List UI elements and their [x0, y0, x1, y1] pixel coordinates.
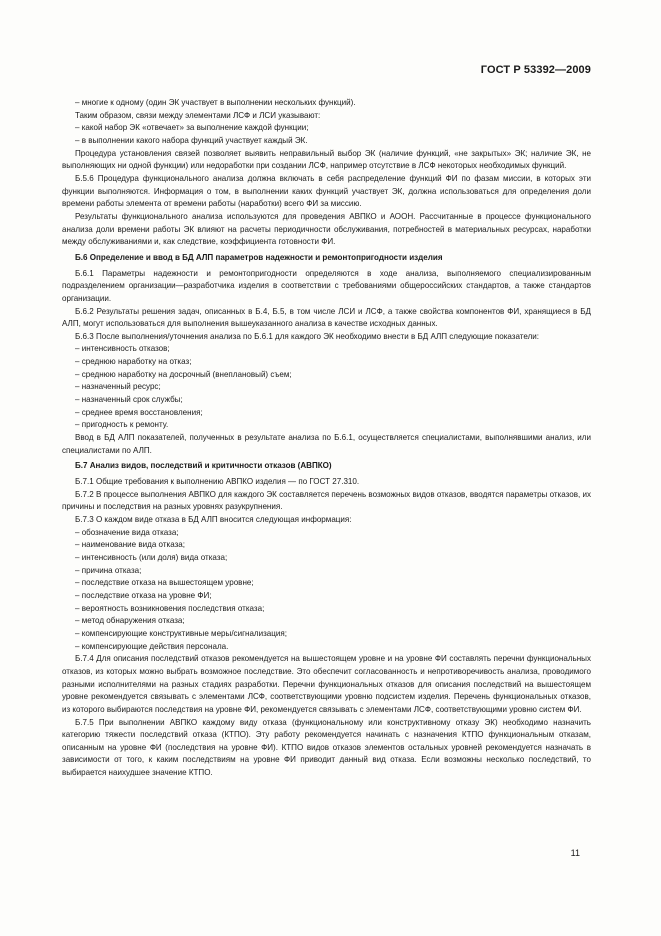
paragraph: Б.7.3 О каждом виде отказа в БД АЛП вносится следующая информация:	[75, 515, 352, 524]
list-item: – вероятность возникновения последствия отказа;	[75, 603, 265, 613]
paragraph: Б.7.2 В процессе выполнения АВПКО для каждого ЭК составляется перечень возможных видов отказов, вводятся параметры отказов, их причины и последствия на разных уровнях разукрупнения.	[62, 489, 591, 512]
list-item: – последствие отказа на уровне ФИ;	[75, 590, 212, 600]
list-item: – какой набор ЭК «отвечает» за выполнение каждой функции;	[75, 123, 309, 133]
list-item: – интенсивность отказов;	[75, 344, 170, 354]
list-item: – многие к одному (один ЭК участвует в выполнении нескольких функций).	[75, 98, 356, 107]
paragraph: Б.7.4 Для описания последствий отказов рекомендуется на вышестоящем уровне и на уровне ФИ составлять перечни функциональных отказов, из которых можно выбрать возможное последствие. Это обеспечит согласованность и непротиворечивость анализа, проводимого разными исполнителями на разных стадиях разработки. Перечни функциональных отказов для описания последствий на вышестоящем уровне рекомендуется связывать с элементами ЛСФ, соответствующими уровню подсистем изделия. Перечень функциональных отказов, из которого выбираются последствия на уровне ФИ, рекомендуется связывать с элементами ЛСФ, соответствующими уровню систем ФИ.	[62, 654, 591, 714]
paragraph: Результаты функционального анализа используются для проведения АВПКО и АООН. Рассчитанные в процессе функционального анализа доли времени работы ЭК влияют на расчеты периодичности обслуживания, потребностей в материальных ресурсах, наработки между обслуживаниями и, как следствие, коэффициента готовности ФИ.	[62, 211, 591, 247]
document-body	[62, 97, 591, 780]
list-item: – среднее время восстановления;	[75, 407, 203, 417]
section-heading: Б.7 Анализ видов, последствий и критичности отказов (АВПКО)	[75, 461, 332, 471]
paragraph: Б.6.3 После выполнения/уточнения анализа по Б.6.1 для каждого ЭК необходимо внести в БД АЛП следующие показатели:	[75, 331, 540, 341]
list-item: – назначенный срок службы;	[75, 395, 183, 405]
section-heading: Б.6 Определение и ввод в БД АЛП параметров надежности и ремонтопригодности изделия	[75, 252, 443, 262]
list-item: – компенсирующие конструктивные меры/сигнализация;	[75, 628, 287, 638]
list-item: – в выполнении какого набора функций участвует каждый ЭК.	[75, 135, 308, 145]
list-item: – наименование вида отказа;	[75, 540, 186, 550]
document-header: ГОСТ Р 53392—2009	[480, 64, 591, 76]
paragraph: Б.7.5 При выполнении АВПКО каждому виду отказа (функциональному или конструктивному отказу ЭК) необходимо назначить категорию тяжести последствий отказа (КТПО). Эту работу рекомендуется начинать с назначения КТПО функциональным отказам, описанным на уровне ФИ (последствия на уровне ФИ). КТПО видов отказов элементов остальных уровней рекомендуется назначать в зависимости от того, к каким последствиям на уровне ФИ приводит данный вид отказа. Если возможны несколько последствий, то выбирается наихудшее значение КТПО.	[62, 717, 591, 778]
list-item: – пригодность к ремонту.	[75, 420, 169, 430]
list-item: – назначенный ресурс;	[75, 382, 161, 392]
page-number: 11	[570, 848, 580, 858]
list-item: – среднюю наработку на досрочный (внеплановый) съем;	[75, 369, 292, 379]
paragraph: Таким образом, связи между элементами ЛСФ и ЛСИ указывают:	[75, 110, 321, 120]
paragraph: Б.5.6 Процедура функционального анализа должна включать в себя распределение функций ФИ по фазам миссии, в которых эти функции выполняются. Информация о том, в выполнении каких функций участвует ЭК, должна использоваться для определения доли времени работы элемента от времени работы (наработки) всего ФИ за миссию.	[62, 173, 591, 209]
paragraph: Б.6.2 Результаты решения задач, описанных в Б.4, Б.5, в том числе ЛСИ и ЛСФ, а также свойства компонентов ФИ, хранящиеся в БД АЛП, могут использоваться для выполнения вышеуказанного анализа в качестве исходных данных.	[62, 306, 591, 329]
list-item: – обозначение вида отказа;	[75, 527, 179, 537]
list-item: – среднюю наработку на отказ;	[75, 357, 192, 367]
list-item: – интенсивность (или доля) вида отказа;	[75, 552, 228, 562]
paragraph: Процедура установления связей позволяет выявить неправильный выбор ЭК (наличие функций, «не закрытых» ЭК; наличие ЭК, не выполняющих ни одной функции) или недоработки при создании ЛСФ, например отсутствие в ЛСФ некоторых необходимых функций.	[62, 148, 591, 171]
list-item: – причина отказа;	[75, 565, 142, 575]
list-item: – метод обнаружения отказа;	[75, 616, 185, 626]
paragraph: Ввод в БД АЛП показателей, полученных в результате анализа по Б.6.1, осуществляется специалистами, выполнявшими анализ, или специалистами по АЛП.	[62, 433, 591, 455]
list-item: – компенсирующие действия персонала.	[75, 641, 229, 651]
paragraph: Б.7.1 Общие требования к выполнению АВПКО изделия — по ГОСТ 27.310.	[75, 477, 360, 487]
list-item: – последствие отказа на вышестоящем уровне;	[75, 578, 254, 588]
paragraph: Б.6.1 Параметры надежности и ремонтопригодности определяются в ходе анализа, выполняемого специализированным подразделением организации—разработчика изделия в соответствии с требованиями общероссийских стандартов, а также стандартов организации.	[62, 268, 591, 303]
